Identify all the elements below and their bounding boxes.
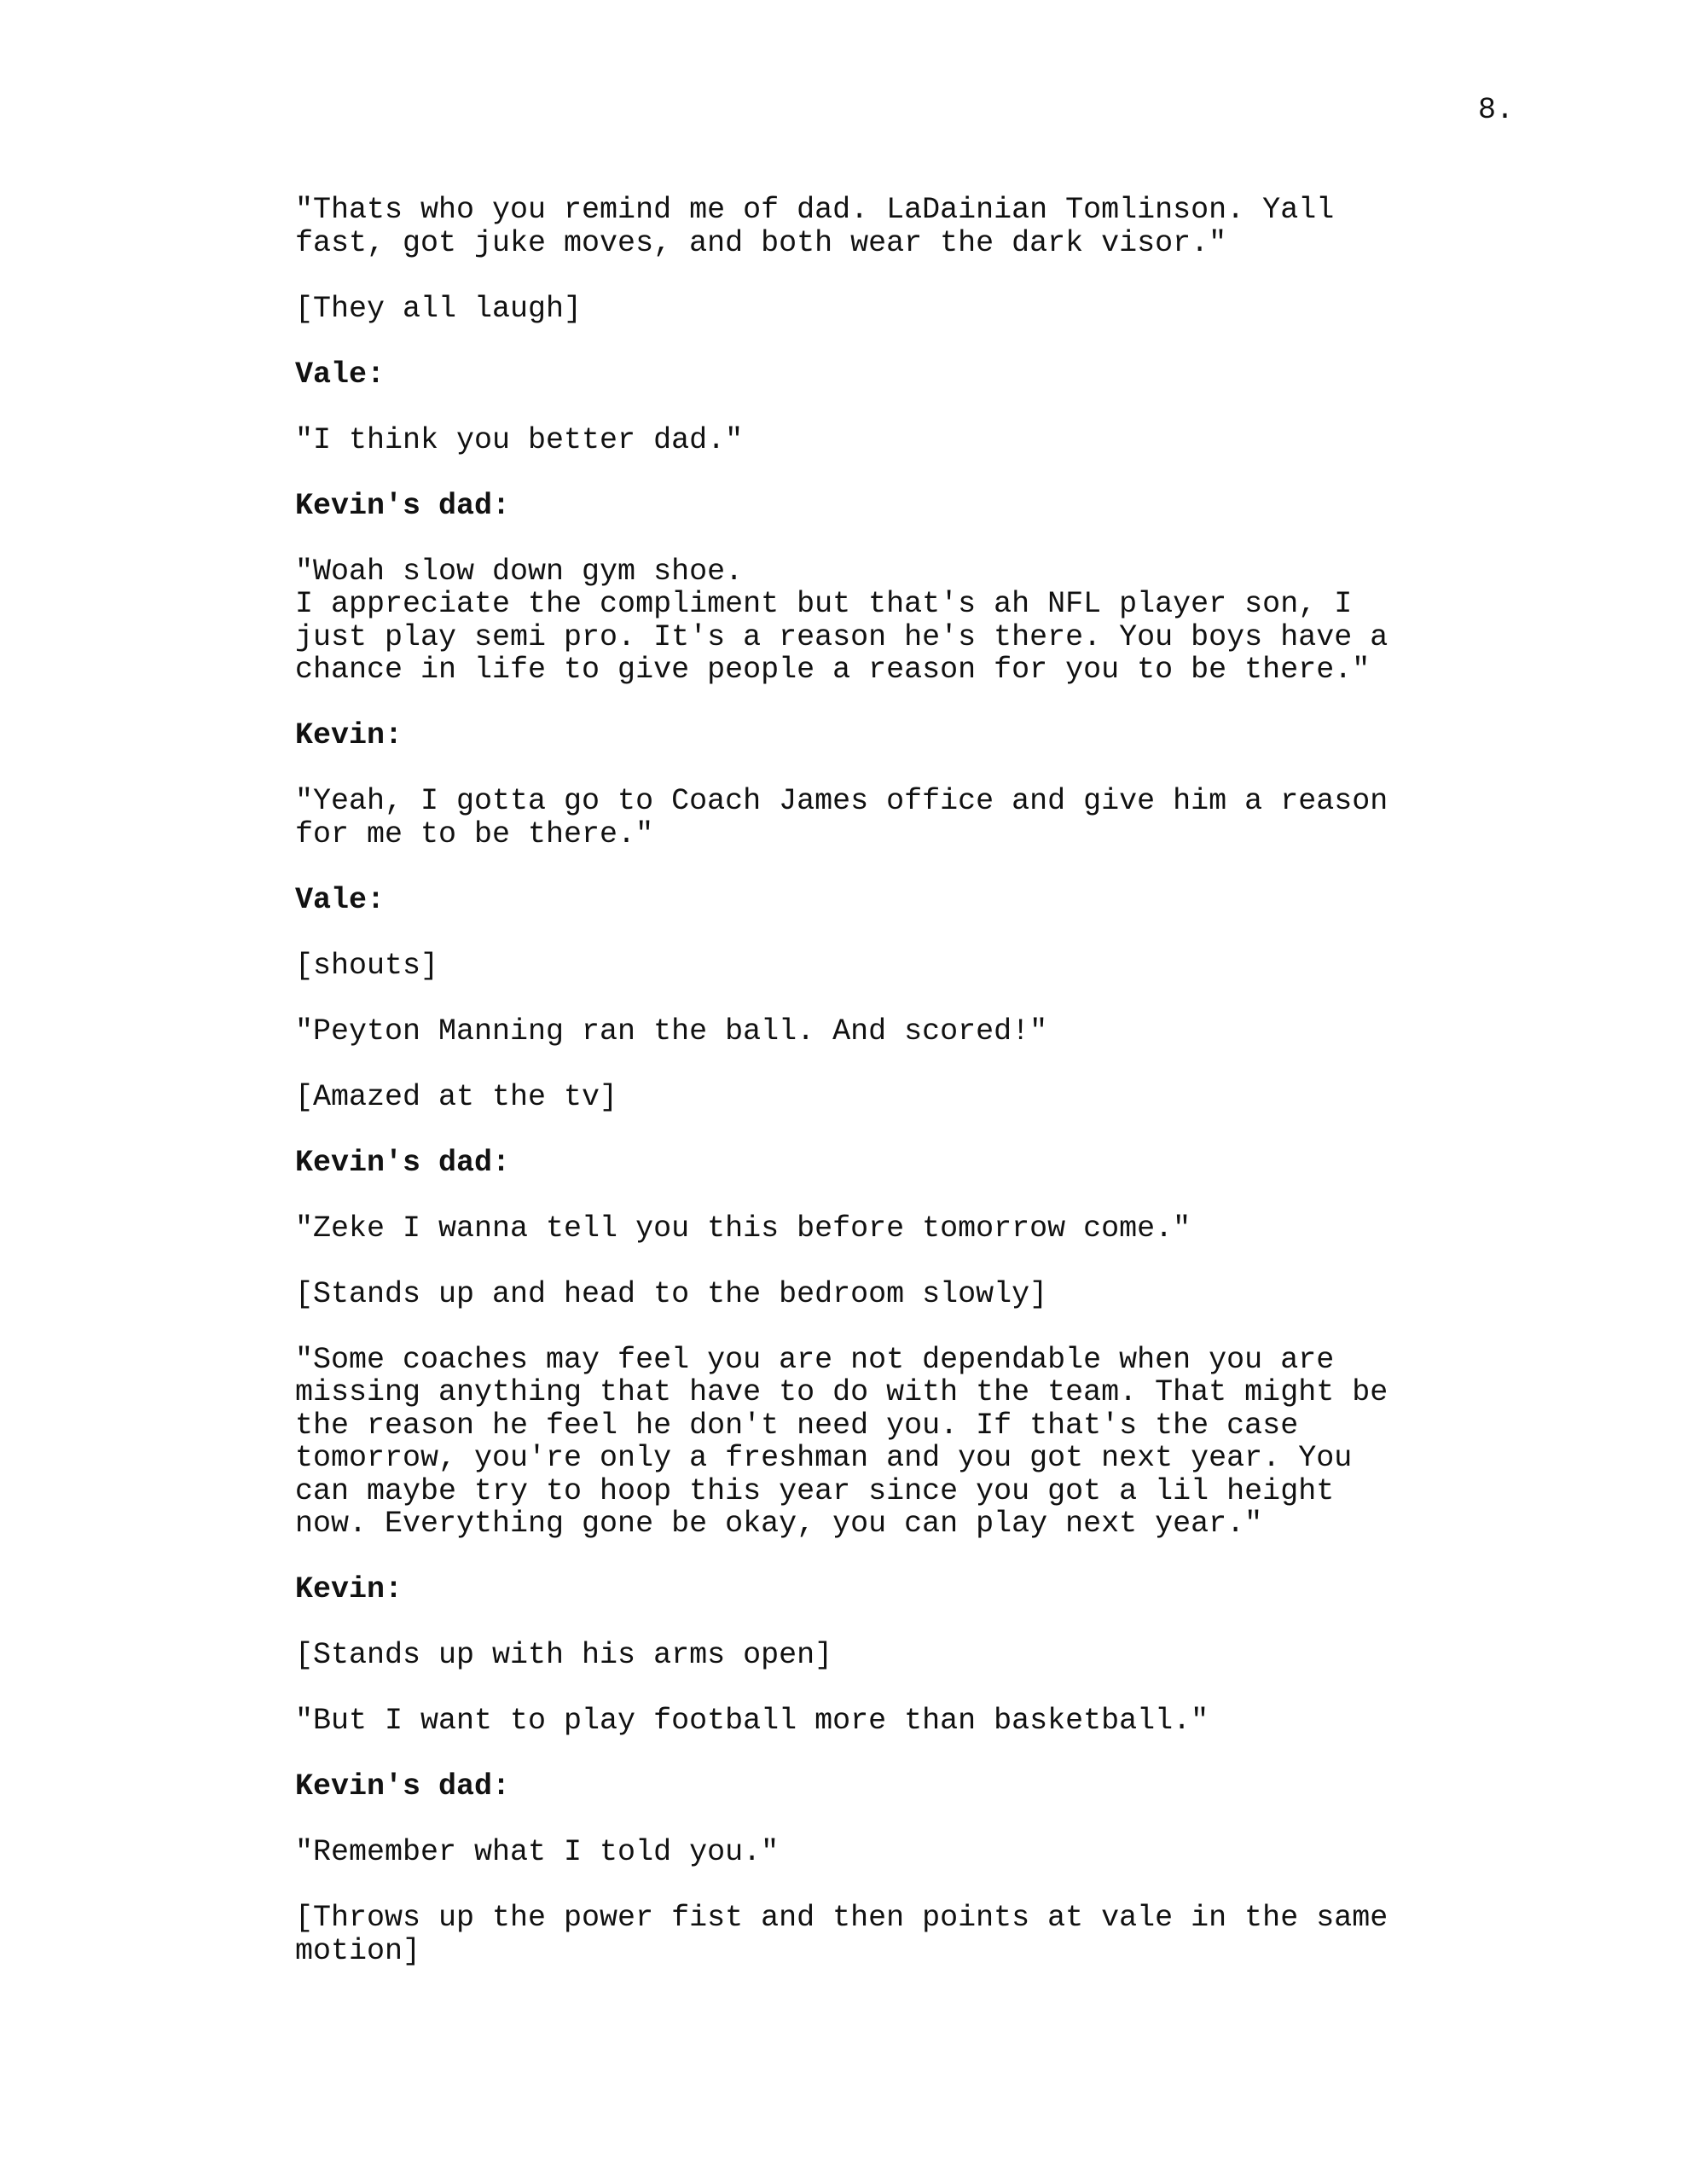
action-line: [They all laugh]: [295, 291, 583, 326]
action-line: [Throws up the power fist and then points at vale in the same motion]: [295, 1901, 1388, 1968]
dialogue-line: "Yeah, I gotta go to Coach James office and give him a reason for me to be there.": [295, 784, 1388, 851]
dialogue-line: "Remember what I told you.": [295, 1835, 780, 1869]
speaker-name: Kevin:: [295, 718, 403, 752]
speaker-name: Vale:: [295, 357, 386, 392]
dialogue-line: "But I want to play football more than basketball.": [295, 1704, 1209, 1738]
action-line: [Stands up and head to the bedroom slowly]: [295, 1276, 1048, 1311]
speaker-name: Kevin:: [295, 1572, 403, 1606]
page-number: 8.: [1478, 93, 1515, 127]
speaker-name: Vale:: [295, 882, 386, 917]
action-line: [shouts]: [295, 948, 439, 983]
dialogue-line: "Woah slow down gym shoe. I appreciate the compliment but that's ah NFL player son, I just play semi pro. It's a reason he's there. You boys have a chance in life to give people a reason for you to be there.": [295, 554, 1388, 687]
dialogue-line: "Peyton Manning ran the ball. And scored!": [295, 1014, 1048, 1048]
dialogue-line: "Some coaches may feel you are not dependable when you are missing anything that have to do with the team. That might be the reason he feel he don't need you. If that's the case tomorrow, you're only a freshman and you got next year. You can maybe try to hoop this year since you got a lil height now. Everything gone be okay, you can play next year.": [295, 1342, 1388, 1541]
speaker-name: Kevin's dad:: [295, 1769, 511, 1804]
dialogue-line: "Thats who you remind me of dad. LaDainian Tomlinson. Yall fast, got juke moves, and both wear the dark visor.": [295, 193, 1335, 260]
action-line: [Stands up with his arms open]: [295, 1638, 833, 1672]
speaker-name: Kevin's dad:: [295, 1145, 511, 1180]
dialogue-line: "I think you better dad.": [295, 422, 744, 457]
script-body: [295, 194, 1506, 2001]
dialogue-line: "Zeke I wanna tell you this before tomorrow come.": [295, 1211, 1191, 1246]
action-line: [Amazed at the tv]: [295, 1079, 618, 1114]
speaker-name: Kevin's dad:: [295, 488, 511, 523]
